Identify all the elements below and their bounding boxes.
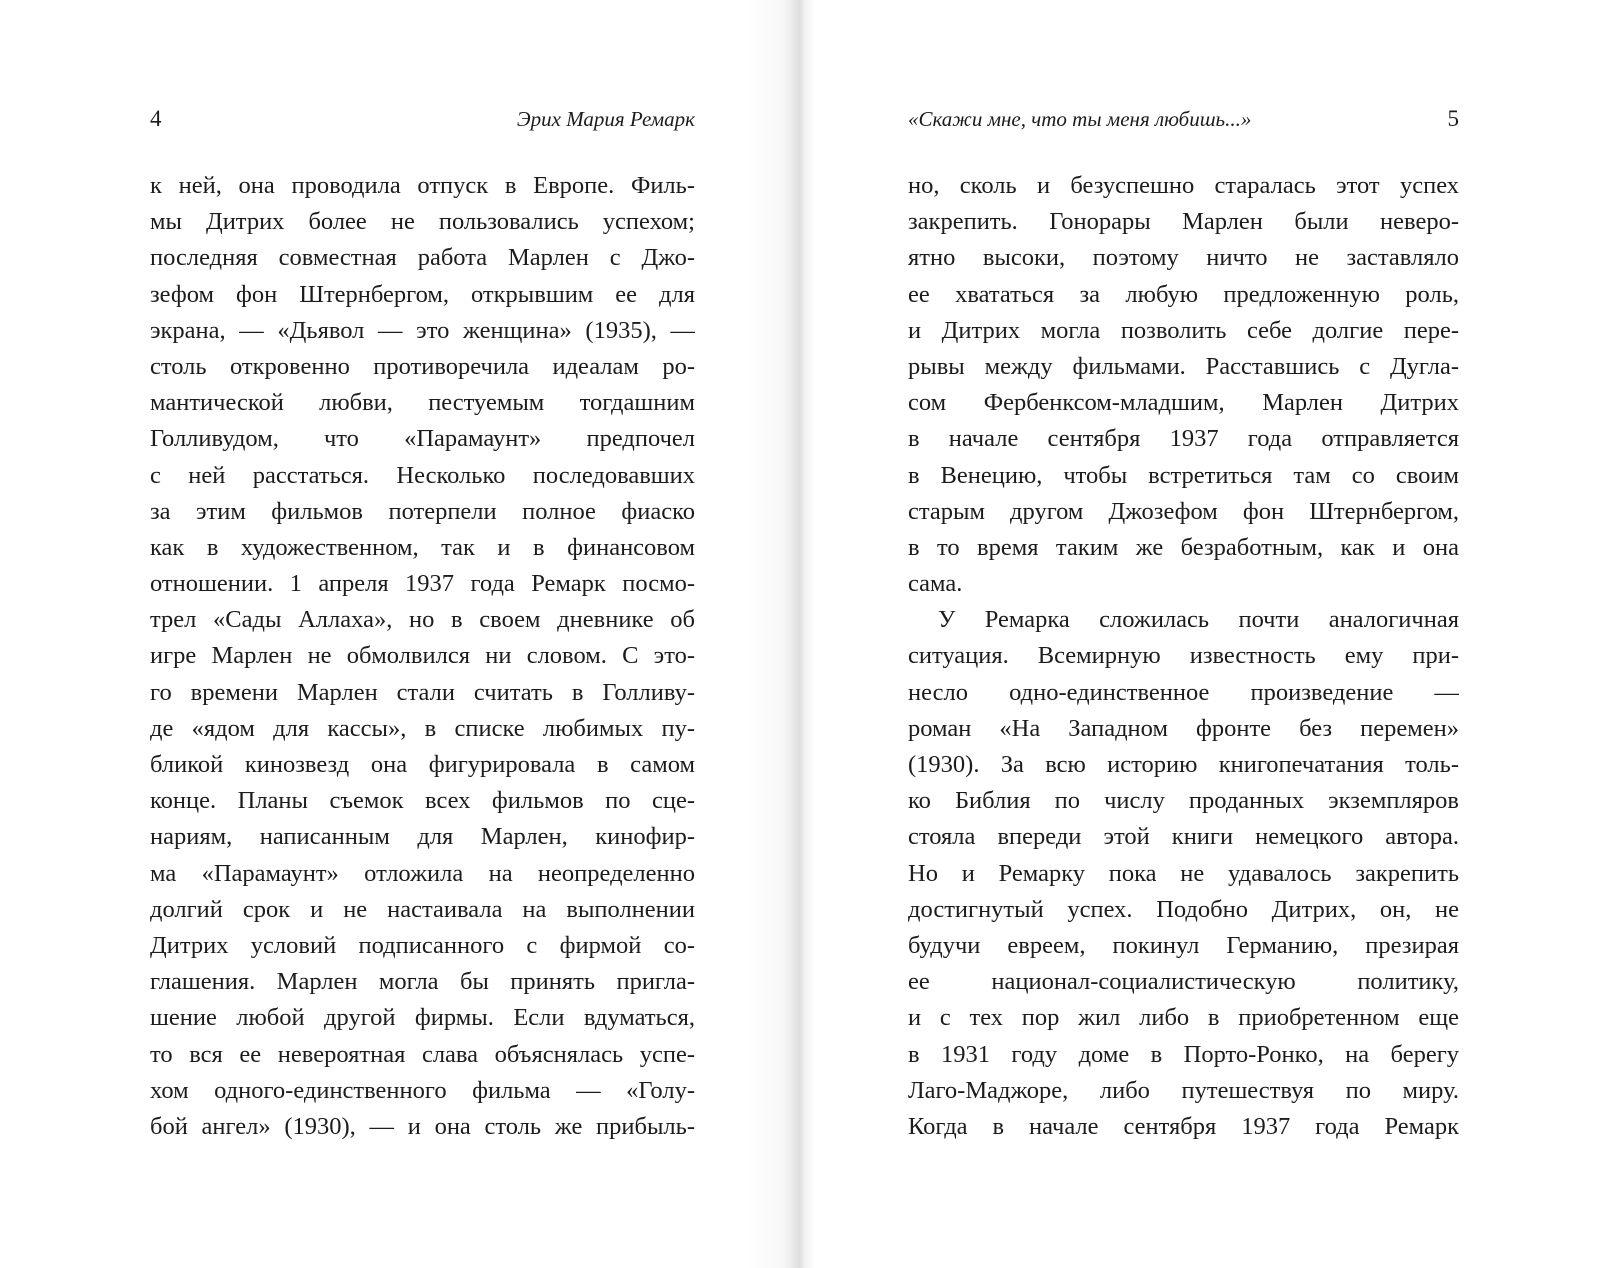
- text-line: сом Фербенксом-младшим, Марлен Дитрих: [908, 389, 1459, 417]
- text-line: ма «Парамаунт» отложила на неопределенно: [150, 859, 695, 887]
- paragraph-start-line: У Ремарка сложилась почти аналогичная: [938, 606, 1459, 634]
- text-line: Лаго-Маджоре, либо путешествуя по миру.: [908, 1076, 1459, 1104]
- text-line: ко Библия по числу проданных экземпляров: [908, 787, 1459, 815]
- text-line: в то время таким же безработным, как и она: [908, 533, 1459, 561]
- text-line: старым другом Джозефом фон Штернбергом,: [908, 497, 1459, 525]
- text-line: го времени Марлен стали считать в Голливу-: [150, 678, 695, 706]
- text-line: зефом фон Штернбергом, открывшим ее для: [150, 280, 695, 308]
- text-line: последняя совместная работа Марлен с Джо-: [150, 244, 695, 272]
- right-running-head: [908, 104, 1459, 134]
- text-line: Когда в начале сентября 1937 года Ремарк: [908, 1112, 1459, 1140]
- left-running-head: [150, 104, 695, 134]
- left-page: [0, 0, 800, 1268]
- left-page-number: 4: [150, 106, 162, 131]
- right-running-title: «Скажи мне, что ты меня любишь...»: [908, 107, 1252, 131]
- text-line: и Дитрих могла позволить себе долгие пере-: [908, 316, 1459, 344]
- text-line: Голливудом, что «Парамаунт» предпочел: [150, 425, 695, 453]
- text-line: бой ангел» (1930), — и она столь же прибыль-: [150, 1112, 695, 1140]
- text-line: (1930). За всю историю книгопечатания толь-: [908, 751, 1459, 778]
- text-line: и с тех пор жил либо в приобретенном еще: [908, 1004, 1459, 1032]
- text-line: глашения. Марлен могла бы принять пригла-: [150, 968, 695, 996]
- right-body-text: [908, 168, 1459, 1145]
- text-line: ее национал-социалистическую политику,: [908, 968, 1459, 996]
- text-line: будучи евреем, покинул Германию, презирая: [908, 931, 1459, 959]
- text-line: стояла впереди этой книги немецкого автора.: [908, 823, 1459, 851]
- left-body-text: [150, 168, 695, 1145]
- text-line: то вся ее невероятная слава объяснялась успе-: [150, 1040, 695, 1068]
- right-page: [800, 0, 1607, 1268]
- text-line: с ней расстаться. Несколько последовавших: [150, 461, 695, 489]
- text-line: в начале сентября 1937 года отправляется: [908, 425, 1459, 453]
- text-line: но, сколь и безуспешно старалась этот успех: [908, 172, 1459, 199]
- text-line: нариям, написанным для Марлен, кинофир-: [150, 823, 695, 851]
- text-line: столь откровенно противоречила идеалам ро-: [150, 352, 695, 380]
- text-line: как в художественном, так и в финансовом: [150, 533, 695, 561]
- text-line: шение любой другой фирмы. Если вдуматься,: [150, 1004, 695, 1032]
- text-line: ятно высоки, поэтому ничто не заставляло: [908, 244, 1459, 272]
- text-line: отношении. 1 апреля 1937 года Ремарк посмо-: [150, 570, 695, 598]
- text-line: роман «На Западном фронте без перемен»: [908, 714, 1459, 742]
- text-line: мантической любви, пестуемым тогдашним: [150, 389, 695, 417]
- text-line: Дитрих условий подписанного с фирмой со-: [150, 931, 695, 959]
- paragraph-end-line: сама.: [908, 570, 963, 598]
- text-line: хом одного-единственного фильма — «Голу-: [150, 1076, 695, 1104]
- text-line: несло одно-единственное произведение —: [908, 678, 1459, 706]
- text-line: Но и Ремарку пока не удавалось закрепить: [908, 859, 1459, 887]
- text-line: к ней, она проводила отпуск в Европе. Филь-: [150, 172, 695, 199]
- text-line: в 1931 году доме в Порто-Ронко, на берегу: [908, 1040, 1459, 1068]
- text-line: игре Марлен не обмолвился ни словом. С это-: [150, 642, 695, 670]
- text-line: за этим фильмов потерпели полное фиаско: [150, 497, 695, 525]
- text-line: долгий срок и не настаивала на выполнении: [150, 895, 695, 923]
- text-line: ее хвататься за любую предложенную роль,: [908, 280, 1459, 308]
- text-line: конце. Планы съемок всех фильмов по сце-: [150, 787, 695, 815]
- text-line: экрана, — «Дьявол — это женщина» (1935), —: [150, 316, 695, 344]
- left-running-title: Эрих Мария Ремарк: [516, 107, 695, 131]
- text-line: мы Дитрих более не пользовались успехом;: [150, 208, 695, 236]
- right-page-number: 5: [1447, 106, 1459, 131]
- text-line: трел «Сады Аллаха», но в своем дневнике об: [150, 606, 695, 634]
- text-line: закрепить. Гонорары Марлен были неверо-: [908, 208, 1459, 236]
- text-line: ситуация. Всемирную известность ему при-: [908, 642, 1459, 670]
- text-line: в Венецию, чтобы встретиться там со своим: [908, 461, 1459, 489]
- text-line: де «ядом для кассы», в списке любимых пу-: [150, 714, 695, 742]
- text-line: достигнутый успех. Подобно Дитрих, он, не: [908, 895, 1459, 923]
- text-line: рывы между фильмами. Расставшись с Дугла-: [908, 352, 1459, 380]
- text-line: бликой кинозвезд она фигурировала в самом: [150, 751, 695, 778]
